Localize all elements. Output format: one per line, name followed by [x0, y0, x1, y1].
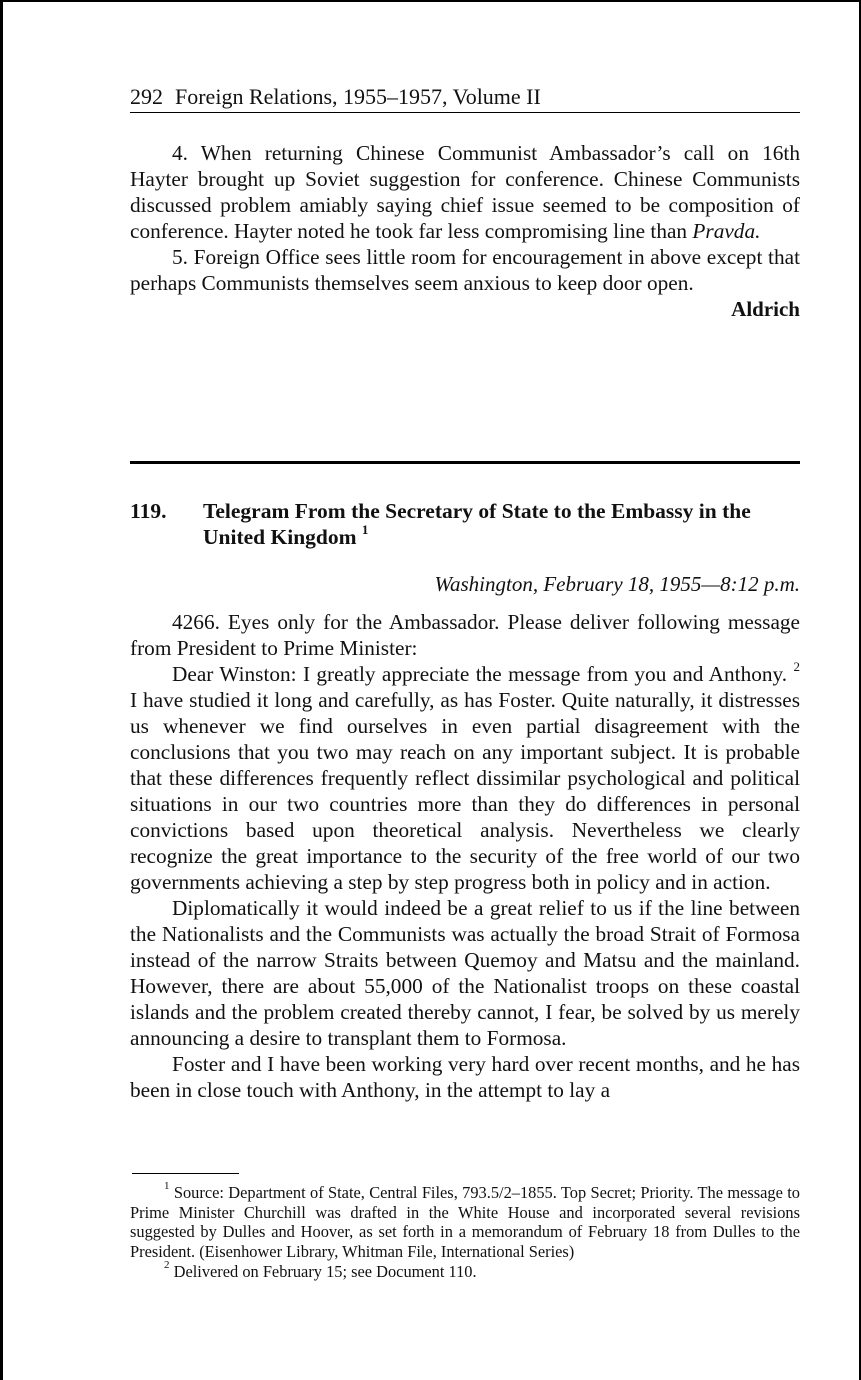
paragraph-4: 4. When returning Chinese Communist Ambassador’s call on 16th Hayter brought up Soviet suggestion for conference. Chinese Communists discussed problem amiably saying chief issue seemed to be composition of conference. Hayter noted he took far less compromising line than Pravda.	[130, 141, 800, 243]
footnote-2: $^2$ Delivered on February 15; see Document 110.	[164, 1258, 477, 1281]
italic-pravda: Pravda.	[692, 219, 761, 243]
document-body	[130, 609, 800, 1103]
document-number: 119.	[130, 499, 167, 523]
body-paragraph-2: Dear Winston: I greatly appreciate the message from you and Anthony. $^2$ I have studied it long and carefully, as has Foster. Quite naturally, it distresses us whenever we find ourselves in even partial disagreement with the conclusions that you two may reach on any important subject. It is probable that these differences frequently reflect dissimilar psychological and political situations in our two countries more than they do differences in personal convictions based upon theoretical analysis. Nevertheless we clearly recognize the great importance to the security of the free world of our two governments achieving a step by step progress both in policy and in action.	[130, 659, 800, 894]
footnote-rule	[132, 1173, 239, 1174]
footnote-ref-2: 2	[793, 659, 800, 674]
body-paragraph-4: Foster and I have been working very hard over recent months, and he has been in close touch with Anthony, in the attempt to lay a	[130, 1052, 800, 1102]
document-title: Telegram From the Secretary of State to the Embassy in the United Kingdom $^1$	[203, 499, 751, 549]
paragraph-5: 5. Foreign Office sees little room for encouragement in above except that perhaps Communists themselves seem anxious to keep door open.	[130, 245, 800, 295]
previous-document-tail	[130, 140, 800, 322]
footnotes	[130, 1180, 800, 1282]
body-paragraph-3: Diplomatically it would indeed be a great relief to us if the line between the Nationalists and the Communists was actually the broad Strait of Formosa instead of the narrow Straits between Quemoy and Matsu and the mainland. However, there are about 55,000 of the Nationalist troops on these coastal islands and the problem created thereby cannot, I fear, be solved by us merely announcing a desire to transplant them to Formosa.	[130, 896, 800, 1050]
dateline: Washington, February 18, 1955—8:12 p.m.	[434, 572, 800, 596]
footnote-ref-1: 1	[361, 522, 369, 537]
section-divider	[130, 461, 800, 464]
signature: Aldrich	[731, 297, 800, 321]
body-paragraph-1: 4266. Eyes only for the Ambassador. Please deliver following message from President to Prime Minister:	[130, 610, 800, 660]
footnote-1: $^1$ Source: Department of State, Central Files, 793.5/2–1855. Top Secret; Priority. The message to Prime Minister Churchill was drafted in the White House and incorporated several revisions suggested by Dulles and Hoover, as set forth in a memorandum of February 18 from Dulles to the President. (Eisenhower Library, Whitman File, International Series)	[130, 1180, 800, 1262]
running-title: Foreign Relations, 1955–1957, Volume II	[175, 84, 541, 109]
running-header	[130, 84, 800, 113]
page-number: 292	[130, 84, 163, 109]
